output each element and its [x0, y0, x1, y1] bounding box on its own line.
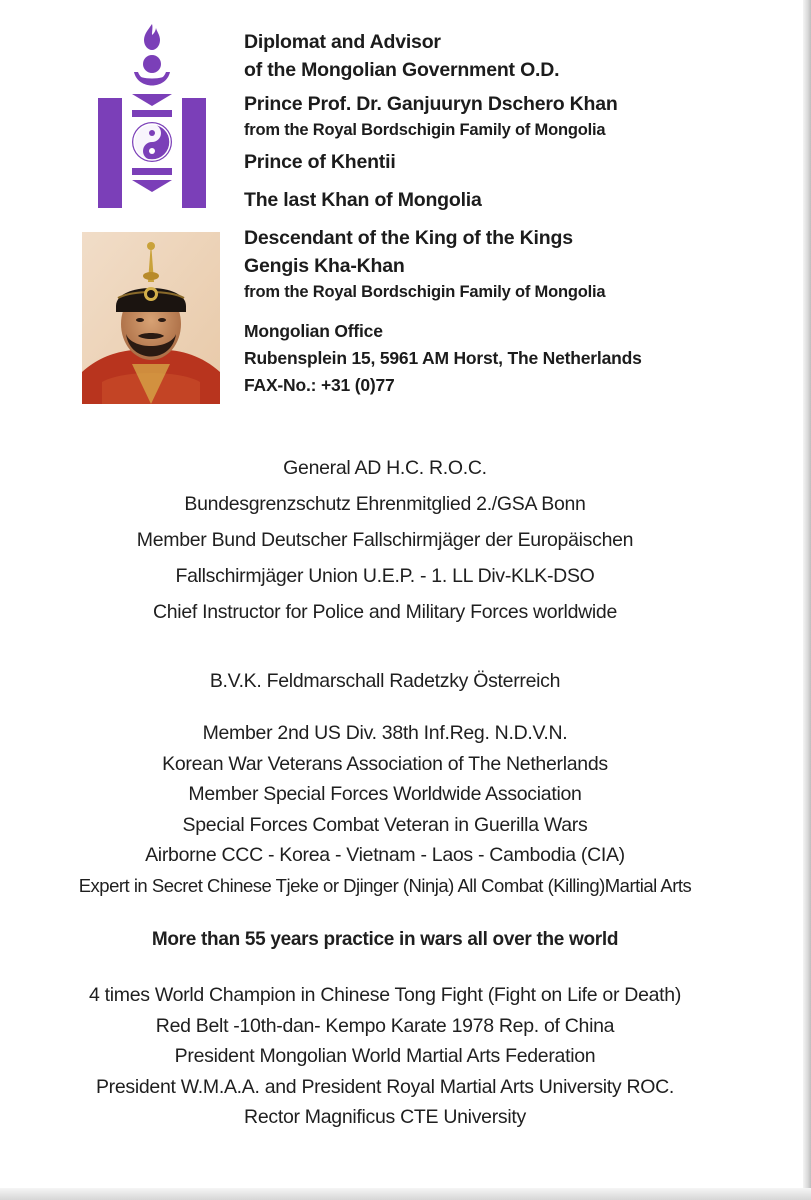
office-title: Mongolian Office — [244, 321, 383, 341]
credentials-group-4 — [0, 980, 770, 1133]
family-line-1: from the Royal Bordschigin Family of Mongolia — [244, 121, 606, 139]
credential-line: Fallschirmjäger Union U.E.P. - 1. LL Div-KLK-DSO — [175, 565, 595, 587]
header-block — [244, 28, 784, 399]
credential-line: President Mongolian World Martial Arts Federation — [174, 1045, 596, 1067]
credentials-group-2 — [0, 669, 770, 693]
last-khan-line: The last Khan of Mongolia — [244, 189, 482, 211]
descendant-line-1: Descendant of the King of the Kings — [244, 227, 573, 249]
credential-line: Chief Instructor for Police and Military Forces worldwide — [152, 601, 618, 623]
title-line-1: Diplomat and Advisor — [244, 31, 441, 53]
credential-line: Special Forces Combat Veteran in Guerilla Wars — [182, 813, 588, 836]
prince-of-line: Prince of Khentii — [244, 151, 396, 173]
credential-line: Airborne CCC - Korea - Vietnam - Laos - Cambodia (CIA) — [145, 844, 625, 866]
credentials-group-1 — [0, 456, 770, 624]
credential-line: Rector Magnificus CTE University — [244, 1106, 526, 1128]
credential-line: General AD H.C. R.O.C. — [283, 457, 487, 479]
credential-line: Member 2nd US Div. 38th Inf.Reg. N.D.V.N. — [202, 722, 568, 744]
scan-edge-bottom — [0, 1188, 811, 1200]
highlight-statement: More than 55 years practice in wars all over the world — [151, 929, 619, 950]
credential-line: President W.M.A.A. and President Royal Martial Arts University ROC. — [95, 1075, 675, 1098]
credential-line: Red Belt -10th-dan- Kempo Karate 1978 Rep. of China — [155, 1014, 615, 1037]
credential-line: Member Bund Deutscher Fallschirmjäger der Europäischen — [136, 529, 634, 551]
credential-line: Bundesgrenzschutz Ehrenmitglied 2./GSA Bonn — [184, 493, 586, 515]
credential-line: 4 times World Champion in Chinese Tong Fight (Fight on Life or Death) — [88, 984, 682, 1006]
portrait-photo — [82, 232, 220, 404]
credential-line: Expert in Secret Chinese Tjeke or Djinger (Ninja) All Combat (Killing)Martial Arts — [78, 874, 692, 896]
person-name: Prince Prof. Dr. Ganjuuryn Dschero Khan — [244, 93, 618, 115]
title-line-2: of the Mongolian Government O.D. — [244, 59, 560, 81]
credential-line: Member Special Forces Worldwide Association — [188, 783, 582, 805]
credential-line: B.V.K. Feldmarschall Radetzky Österreich — [209, 670, 561, 692]
office-fax: FAX-No.: +31 (0)77 — [244, 375, 395, 395]
credentials-group-3 — [0, 718, 770, 901]
office-address: Rubensplein 15, 5961 AM Horst, The Netherlands — [244, 348, 642, 368]
soyombo-emblem-icon — [96, 22, 208, 212]
family-line-2: from the Royal Bordschigin Family of Mongolia — [244, 283, 606, 301]
scan-edge-right — [803, 0, 811, 1200]
credential-line: Korean War Veterans Association of The Netherlands — [162, 752, 608, 775]
descendant-line-2: Gengis Kha-Khan — [244, 255, 405, 277]
